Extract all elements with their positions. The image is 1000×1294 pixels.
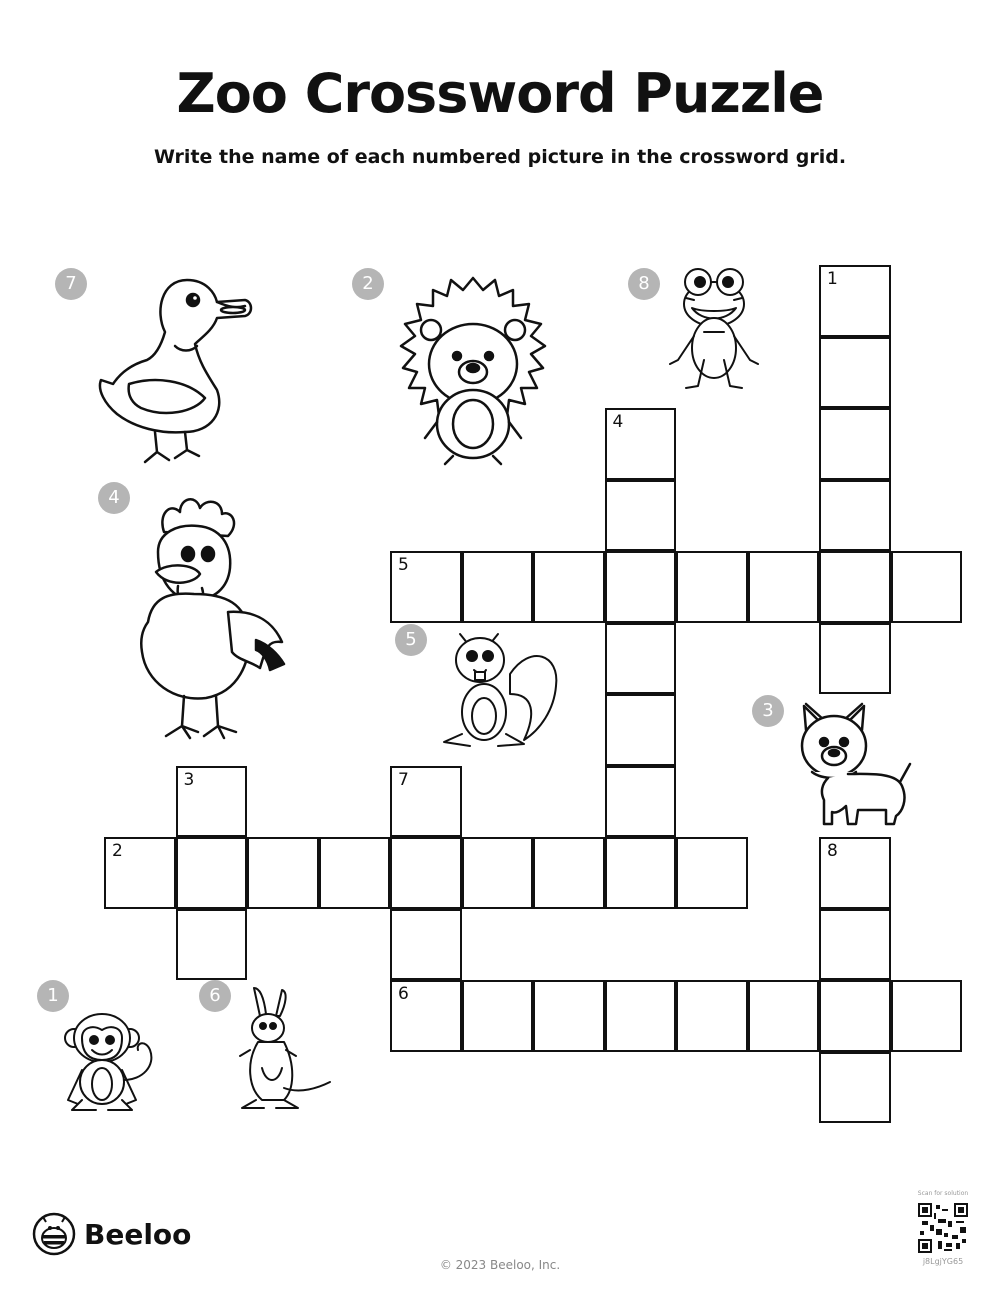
clue-number: 2 bbox=[112, 841, 123, 861]
clue-number: 1 bbox=[827, 269, 838, 289]
crossword-cell[interactable] bbox=[247, 837, 319, 909]
crossword-cell[interactable] bbox=[319, 837, 391, 909]
crossword-cell[interactable] bbox=[390, 766, 462, 838]
clue-number: 8 bbox=[827, 841, 838, 861]
clue-number: 3 bbox=[183, 769, 195, 790]
copyright: © 2023 Beeloo, Inc. bbox=[439, 1258, 561, 1272]
crossword-cell[interactable] bbox=[605, 694, 677, 766]
crossword-cell[interactable] bbox=[819, 980, 891, 1052]
brand-name: Beeloo bbox=[84, 1217, 192, 1251]
frog-icon bbox=[664, 264, 764, 394]
crossword-cell[interactable] bbox=[605, 551, 677, 623]
crossword-cell[interactable] bbox=[819, 480, 891, 552]
page-title: Zoo Crossword Puzzle bbox=[176, 62, 824, 125]
crossword-cell[interactable] bbox=[605, 837, 677, 909]
qr-code-icon[interactable] bbox=[918, 1203, 968, 1253]
crossword-cell[interactable] bbox=[533, 837, 605, 909]
crossword-cell[interactable] bbox=[462, 837, 534, 909]
instructions: Write the name of each numbered picture in the crossword grid. bbox=[153, 146, 847, 168]
crossword-cell[interactable] bbox=[390, 837, 462, 909]
crossword-cell[interactable] bbox=[676, 837, 748, 909]
picture-badge-8: 8 bbox=[628, 268, 660, 300]
crossword-cell[interactable] bbox=[176, 766, 248, 838]
crossword-cell[interactable] bbox=[176, 837, 248, 909]
crossword-cell[interactable] bbox=[819, 909, 891, 981]
crossword-cell[interactable] bbox=[390, 909, 462, 981]
monkey-icon bbox=[62, 1010, 166, 1114]
crossword-cell[interactable] bbox=[462, 980, 534, 1052]
duck-icon bbox=[95, 272, 255, 468]
crossword-cell[interactable] bbox=[390, 980, 462, 1052]
clue-number: 4 bbox=[612, 412, 624, 432]
crossword-cell[interactable] bbox=[676, 980, 748, 1052]
squirrel-icon bbox=[440, 624, 560, 754]
crossword-cell[interactable] bbox=[819, 337, 891, 409]
picture-badge-6: 6 bbox=[199, 980, 231, 1012]
crossword-cell[interactable] bbox=[819, 408, 891, 480]
crossword-cell[interactable] bbox=[176, 909, 248, 981]
qr-label: Scan for solution bbox=[917, 1190, 969, 1197]
crossword-cell[interactable] bbox=[819, 551, 891, 623]
crossword-cell[interactable] bbox=[748, 980, 820, 1052]
picture-badge-1: 1 bbox=[37, 980, 69, 1012]
qr-code-text: j8LgjYG65 bbox=[922, 1257, 964, 1266]
kangaroo-icon bbox=[236, 984, 332, 1112]
picture-badge-5: 5 bbox=[395, 624, 427, 656]
crossword-cell[interactable] bbox=[533, 980, 605, 1052]
clue-number: 7 bbox=[398, 769, 409, 790]
crossword-cell[interactable] bbox=[533, 551, 605, 623]
crossword-cell[interactable] bbox=[819, 1052, 891, 1124]
picture-badge-4: 4 bbox=[98, 482, 130, 514]
hedgehog-icon bbox=[395, 272, 551, 468]
crossword-cell[interactable] bbox=[390, 551, 462, 623]
picture-badge-7: 7 bbox=[55, 268, 87, 300]
crossword-cell[interactable] bbox=[819, 265, 891, 337]
crossword-cell[interactable] bbox=[605, 408, 677, 480]
crossword-cell[interactable] bbox=[605, 623, 677, 695]
crossword-cell[interactable] bbox=[819, 623, 891, 695]
clue-number: 6 bbox=[398, 984, 409, 1004]
crossword-cell[interactable] bbox=[104, 837, 176, 909]
crossword-cell[interactable] bbox=[891, 551, 963, 623]
crossword-cell[interactable] bbox=[748, 551, 820, 623]
brand-logo bbox=[32, 1212, 191, 1256]
bee-icon bbox=[32, 1212, 76, 1256]
crossword-cell[interactable] bbox=[891, 980, 963, 1052]
crossword-cell[interactable] bbox=[819, 837, 891, 909]
crossword-cell[interactable] bbox=[605, 766, 677, 838]
crossword-cell[interactable] bbox=[462, 551, 534, 623]
picture-badge-3: 3 bbox=[752, 695, 784, 727]
rooster-icon bbox=[128, 492, 298, 748]
picture-badge-2: 2 bbox=[352, 268, 384, 300]
dog-icon bbox=[798, 700, 918, 830]
clue-number: 5 bbox=[398, 555, 409, 575]
crossword-cell[interactable] bbox=[676, 551, 748, 623]
crossword-cell[interactable] bbox=[605, 980, 677, 1052]
crossword-cell[interactable] bbox=[605, 480, 677, 552]
